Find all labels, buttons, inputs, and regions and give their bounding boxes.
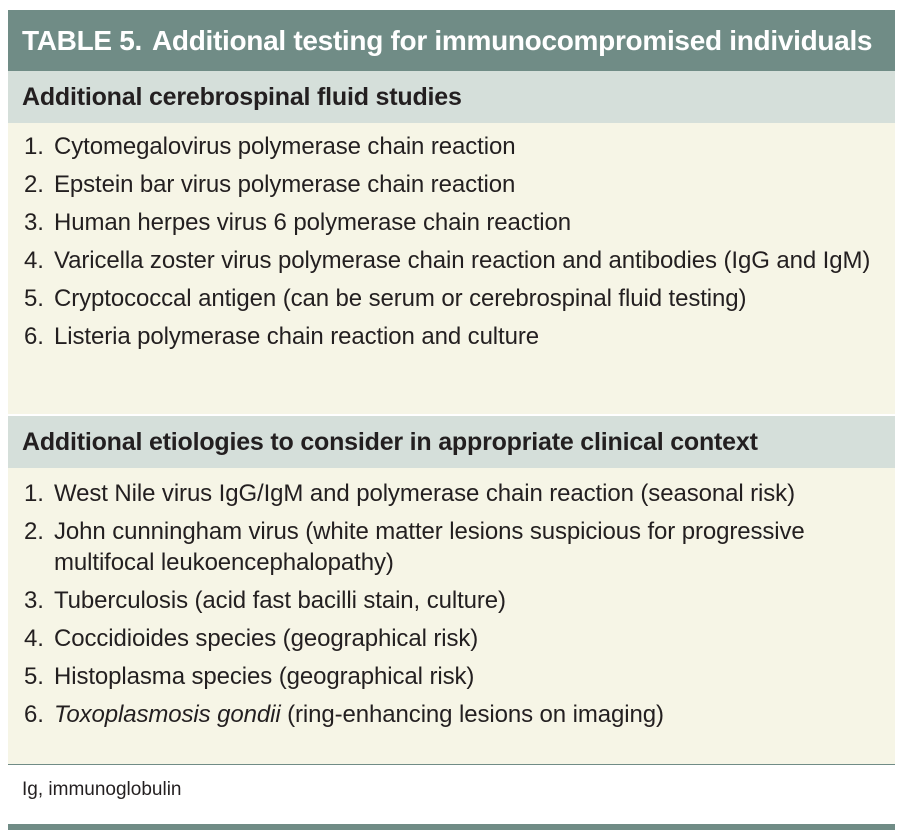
item-number: 2.	[24, 171, 44, 198]
section-header-additional-etiologies: Additional etiologies to consider in appropriate clinical context	[8, 416, 895, 468]
list-item	[24, 478, 887, 509]
bottom-rule	[8, 824, 895, 830]
item-number: 4.	[24, 625, 44, 652]
item-text: Cryptococcal antigen (can be serum or cerebrospinal fluid testing)	[54, 285, 747, 312]
table-label: TABLE 5.	[22, 24, 142, 56]
section-header-csf-studies: Additional cerebrospinal fluid studies	[8, 71, 895, 123]
item-number: 6.	[24, 701, 44, 728]
list-item	[24, 245, 887, 276]
list-item	[24, 321, 887, 352]
item-number: 1.	[24, 480, 44, 507]
section-body-csf-studies	[8, 123, 895, 414]
item-number: 5.	[24, 285, 44, 312]
list-item	[24, 207, 887, 238]
table-footnote: Ig, immunoglobulin	[22, 779, 182, 800]
item-text: Cytomegalovirus polymerase chain reaction	[54, 133, 516, 160]
list-item	[24, 699, 887, 730]
list-item	[24, 516, 887, 578]
item-text: Varicella zoster virus polymerase chain reaction and antibodies (IgG and IgM)	[54, 247, 871, 274]
section-body-additional-etiologies	[8, 468, 895, 764]
list-item	[24, 169, 887, 200]
item-text: Epstein bar virus polymerase chain reaction	[54, 171, 516, 198]
item-text-rest: (ring-enhancing lesions on imaging)	[280, 701, 664, 728]
item-number: 5.	[24, 663, 44, 690]
list-item	[24, 131, 887, 162]
item-italic-text: Toxoplasmosis gondii	[54, 701, 281, 728]
item-number: 2.	[24, 518, 44, 545]
list-item	[24, 283, 887, 314]
item-number: 4.	[24, 247, 44, 274]
item-text: Coccidioides species (geographical risk)	[54, 625, 479, 652]
item-text: John cunningham virus (white matter lesions suspicious for progressive multifocal leukoencephalopathy)	[54, 518, 805, 576]
item-text: Histoplasma species (geographical risk)	[54, 663, 475, 690]
item-text: West Nile virus IgG/IgM and polymerase chain reaction (seasonal risk)	[54, 480, 795, 507]
table-title: Additional testing for immunocompromised individuals	[151, 24, 873, 56]
table-5	[8, 10, 895, 812]
list-item	[24, 585, 887, 616]
list-item	[24, 623, 887, 654]
list-item	[24, 661, 887, 692]
item-number: 3.	[24, 587, 44, 614]
item-text: Tuberculosis (acid fast bacilli stain, culture)	[54, 587, 506, 614]
item-text: Human herpes virus 6 polymerase chain reaction	[54, 209, 571, 236]
item-text: Listeria polymerase chain reaction and culture	[54, 323, 539, 350]
item-number: 3.	[24, 209, 44, 236]
item-text	[54, 699, 887, 730]
item-number: 1.	[24, 133, 44, 160]
table-title-bar	[8, 10, 895, 71]
item-number: 6.	[24, 323, 44, 350]
